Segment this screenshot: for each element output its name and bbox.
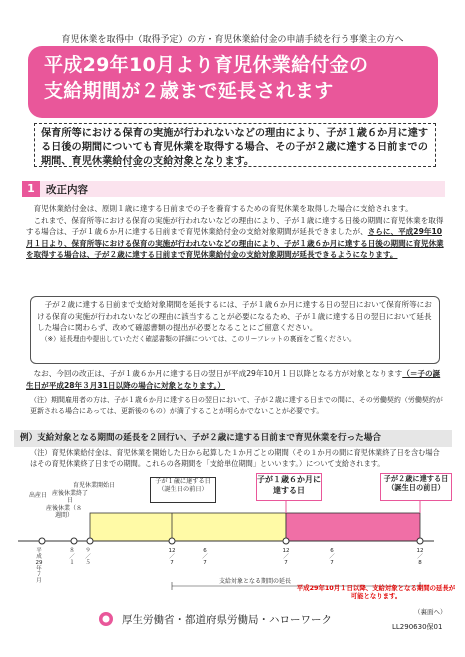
tick-dot-4 <box>169 538 175 544</box>
paragraph-3b: （＝子の誕生日が平成28年３月31日以降の場合に対象となります。） <box>26 369 441 390</box>
title-line-1: 平成29年10月より育児休業給付金の <box>44 54 369 76</box>
footer-code: LL290630保01 <box>392 623 443 631</box>
tick-dot-3 <box>87 538 93 544</box>
paragraph-1: 育児休業給付金は、原則１歳に達する日前までの子を養育するための育児休業を取得した場合に支給されます。 <box>33 204 413 213</box>
tick-label-0: 平成 29 年 ７ 月 <box>35 548 43 584</box>
tick-label-7: 12 ／ 8 <box>416 548 424 566</box>
notice-note: （※）延長理由や提出していただく確認書類の詳細については、このリーフレットの裏面をご覧ください。 <box>41 334 356 343</box>
tick-label-1: ８ ／ １ <box>69 548 75 566</box>
label-span: 支給対象となる期間の延長 <box>218 578 291 585</box>
paragraph-3a: なお、今回の改正は、子が１歳６か月に達する日の翌日が平成29年10月１日以降となる方が対象となります <box>33 369 403 378</box>
example-note: （注）育児休業給付金は、育児休業を開始した日から起算した１か月ごとの期間（その１か月の間に育児休業終了日を含む場合はその育児休業終了日までの期間。これらの各期間を「支給単位期間」といいます。）について支給されます。 <box>30 448 440 468</box>
section-1-body-2 <box>26 368 444 416</box>
callout-2y: 子が２歳に達する日（誕生日の前日） <box>380 473 452 501</box>
title-line-2: 支給期間が２歳まで延長されます <box>44 80 334 102</box>
callout-1y6m: 子が１歳６か月に達する日 <box>256 473 322 501</box>
tick-label-3: 12 ／ 7 <box>168 548 176 566</box>
tick-label-4: 6 ／ 7 <box>202 548 208 566</box>
paragraph-3 <box>26 368 444 391</box>
paragraph-2 <box>26 215 444 261</box>
footer-org: 厚生労働省・都道府県労働局・ハローワーク <box>122 614 332 626</box>
caption-red: 平成29年10月１日以降、支給対象となる期間の延長が可能となります。 <box>296 584 456 600</box>
tick-dot-2 <box>71 538 77 544</box>
tick-dot-5 <box>283 538 289 544</box>
paragraph-2a: これまで、保育所等における保育の実施が行われないなどの理由により、子が１歳に達する日後の期間に育児休業を取得する場合は、子が１歳６か月に達する日前まで育児休業給付金の支給対象期間が延長できましたが、 <box>26 215 444 237</box>
timeline-bar-yellow <box>90 513 286 541</box>
label-birth: 出産日 <box>28 492 47 499</box>
footer-back: （裏面へ） <box>414 608 447 616</box>
section-1-header <box>22 181 445 197</box>
title-banner <box>28 46 438 118</box>
section-title: 改正内容 <box>46 184 88 196</box>
tick-dot-6 <box>417 538 423 544</box>
notice-box <box>30 296 440 364</box>
section-1-body <box>26 203 444 261</box>
audience-line: 育児休業を取得中（取得予定）の方・育児休業給付金の申請手続を行う事業主の方へ <box>61 35 404 45</box>
label-maternity-end: 産後休業終了日 <box>51 490 88 504</box>
tick-label-5: 12 ／ 7 <box>282 548 290 566</box>
paragraph-2b: さらに、平成29年10月１日より、保育所等における保育の実施が行われないなどの理由により、子が１歳６か月に達する日後の期間に育児休業を取得する場合は、子が２歳に達する日前まで育児休業給付金の支給対象期間が延長できるようになります。 <box>26 227 444 260</box>
label-childcare-start: 育児休業開始日 <box>72 482 115 489</box>
employment-note: （注）期間雇用者の方は、子が１歳６か月に達する日の翌日において、子が２歳に達する日までの間に、その労働契約（労働契約が更新される場合にあっては、更新後のもの）が満了することが明らかでないことが必要です。 <box>30 396 443 415</box>
callout-1y: 子が１歳に達する日（誕生日の前日） <box>150 477 216 503</box>
tick-dot-1 <box>39 538 45 544</box>
lead-summary: 保育所等における保育の実施が行われないなどの理由により、子が１歳６か月に達する日後の期間についても育児休業を取得する場合、その子が２歳に達する日前までの期間、育児休業給付金の支給対象となります。 <box>34 123 436 167</box>
timeline-bar-pink <box>286 513 420 541</box>
label-maternity: 産後休業（８週間） <box>46 505 83 519</box>
tick-label-6: 6 ／ 7 <box>329 548 335 566</box>
mhlw-logo-icon <box>98 611 114 627</box>
notice-text: 子が２歳に達する日前まで支給対象期間を延長するには、子が１歳６か月に達する日の翌日において保育所等における保育の実施が行われないなどの理由に該当することが必要になるため、子が１歳に達する日の翌日において延長した場合に関わらず、改めて確認書類の提出が必要となることにご留意ください。 <box>37 300 432 333</box>
example-header: 例）支給対象となる期間の延長を２回行い、子が２歳に達する日前まで育児休業を行った場合 <box>14 430 452 447</box>
section-number: 1 <box>22 181 40 197</box>
tick-label-2: ９ ／ ５ <box>85 548 91 566</box>
